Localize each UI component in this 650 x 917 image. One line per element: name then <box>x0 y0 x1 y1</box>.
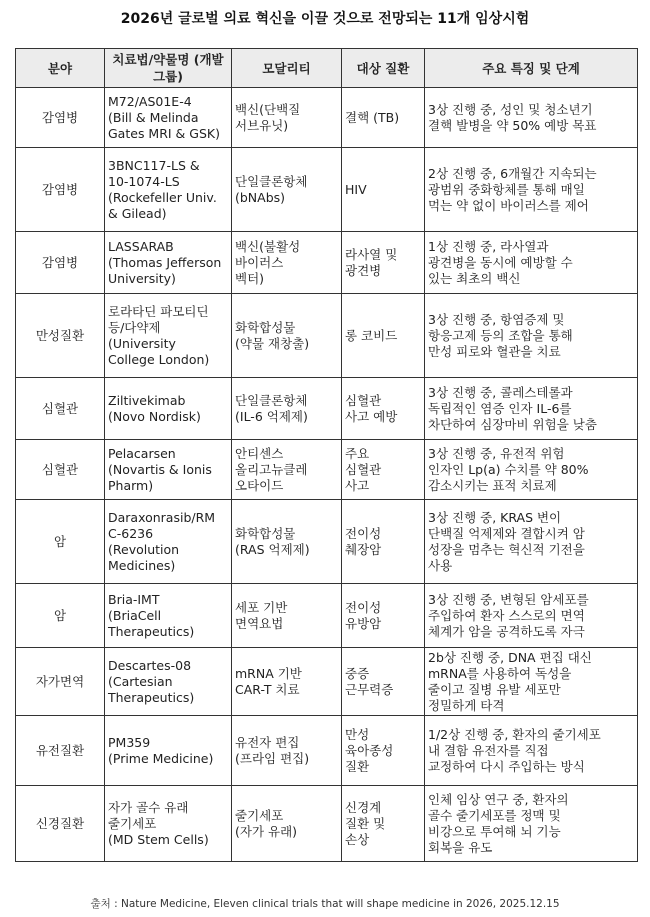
row-features: 1/2상 진행 중, 환자의 줄기세포 내 결함 유전자를 직접 교정하여 다시 주입하는 방식 <box>425 716 638 786</box>
row-field: 심혈관 <box>16 378 105 440</box>
row-drug: Daraxonrasib/RM C-6236 (Revolution Medicines) <box>105 500 232 584</box>
header-field: 분야 <box>16 49 105 88</box>
row-modality: 백신(단백질 서브유닛) <box>232 88 342 148</box>
row-disease: 결핵 (TB) <box>342 88 425 148</box>
row-features: 3상 진행 중, 항염증제 및 항응고제 등의 조합을 통해 만성 피로와 혈관을 치료 <box>425 294 638 378</box>
row-modality: 단일클론항체 (bNAbs) <box>232 148 342 232</box>
table-row <box>16 294 638 378</box>
page-title: 2026년 글로벌 의료 혁신을 이끌 것으로 전망되는 11개 임상시험 <box>120 11 530 27</box>
row-disease: 신경계 질환 및 손상 <box>342 786 425 862</box>
row-features: 2상 진행 중, 6개월간 지속되는 광범위 중화항체를 통해 매일 먹는 약 없이 바이러스를 제어 <box>425 148 638 232</box>
row-features: 3상 진행 중, 콜레스테롤과 독립적인 염증 인자 IL-6를 차단하여 심장마비 위험을 낮춤 <box>425 378 638 440</box>
row-field: 심혈관 <box>16 440 105 500</box>
table-row <box>16 500 638 584</box>
row-disease: HIV <box>342 148 425 232</box>
table-row <box>16 648 638 716</box>
row-modality: 화학합성물 (약물 재창출) <box>232 294 342 378</box>
row-field: 신경질환 <box>16 786 105 862</box>
header-row <box>16 49 638 88</box>
row-field: 만성질환 <box>16 294 105 378</box>
row-features: 3상 진행 중, 유전적 위험 인자인 Lp(a) 수치를 약 80% 감소시키는 표적 치료제 <box>425 440 638 500</box>
row-field: 감염병 <box>16 148 105 232</box>
table-row <box>16 88 638 148</box>
row-field: 암 <box>16 584 105 648</box>
row-disease: 만성 육아종성 질환 <box>342 716 425 786</box>
row-features: 3상 진행 중, 변형된 암세포를 주입하여 환자 스스로의 면역 체계가 암을 공격하도록 자극 <box>425 584 638 648</box>
row-drug: M72/AS01E-4 (Bill & Melinda Gates MRI & GSK) <box>105 88 232 148</box>
row-drug: Pelacarsen (Novartis & Ionis Pharm) <box>105 440 232 500</box>
row-features: 인체 임상 연구 중, 환자의 골수 줄기세포를 정맥 및 비강으로 투여해 뇌 기능 회복을 유도 <box>425 786 638 862</box>
row-drug: 3BNC117-LS & 10-1074-LS (Rockefeller Univ. & Gilead) <box>105 148 232 232</box>
row-disease: 라사열 및 광견병 <box>342 232 425 294</box>
source-citation: 출처 : Nature Medicine, Eleven clinical trials that will shape medicine in 2026, 2025.12.15 <box>90 898 560 910</box>
row-drug: LASSARAB (Thomas Jefferson University) <box>105 232 232 294</box>
row-field: 감염병 <box>16 232 105 294</box>
table-row <box>16 584 638 648</box>
row-disease: 롱 코비드 <box>342 294 425 378</box>
table-row <box>16 232 638 294</box>
row-drug: 자가 골수 유래 줄기세포 (MD Stem Cells) <box>105 786 232 862</box>
row-disease: 주요 심혈관 사고 <box>342 440 425 500</box>
row-drug: Bria-IMT (BriaCell Therapeutics) <box>105 584 232 648</box>
row-modality: 단일클론항체 (IL-6 억제제) <box>232 378 342 440</box>
header-drug: 치료법/약물명 (개발그룹) <box>105 49 232 88</box>
header-disease: 대상 질환 <box>342 49 425 88</box>
row-field: 암 <box>16 500 105 584</box>
table-body <box>16 88 638 862</box>
clinical-trials-table <box>15 48 638 862</box>
row-disease: 심혈관 사고 예방 <box>342 378 425 440</box>
header-features: 주요 특징 및 단계 <box>425 49 638 88</box>
header-modality: 모달리티 <box>232 49 342 88</box>
row-field: 자가면역 <box>16 648 105 716</box>
table-row <box>16 148 638 232</box>
row-disease: 전이성 유방암 <box>342 584 425 648</box>
row-modality: 줄기세포 (자가 유래) <box>232 786 342 862</box>
row-features: 3상 진행 중, KRAS 변이 단백질 억제제와 결합시켜 암 성장을 멈추는 혁신적 기전을 사용 <box>425 500 638 584</box>
row-drug: Ziltivekimab (Novo Nordisk) <box>105 378 232 440</box>
row-modality: 백신(불활성 바이러스 벡터) <box>232 232 342 294</box>
row-modality: 안티센스 올리고뉴클레 오타이드 <box>232 440 342 500</box>
table-row <box>16 716 638 786</box>
row-modality: 세포 기반 면역요법 <box>232 584 342 648</box>
table-header <box>16 49 638 88</box>
row-modality: mRNA 기반 CAR-T 치료 <box>232 648 342 716</box>
row-drug: 로라타딘 파모티딘 등/다약제 (University College London) <box>105 294 232 378</box>
table-row <box>16 378 638 440</box>
row-modality: 화학합성물 (RAS 억제제) <box>232 500 342 584</box>
row-features: 3상 진행 중, 성인 및 청소년기 결핵 발병을 약 50% 예방 목표 <box>425 88 638 148</box>
row-features: 2b상 진행 중, DNA 편집 대신 mRNA를 사용하여 독성을 줄이고 질병 유발 세포만 정밀하게 타격 <box>425 648 638 716</box>
row-features: 1상 진행 중, 라사열과 광견병을 동시에 예방할 수 있는 최초의 백신 <box>425 232 638 294</box>
row-drug: PM359 (Prime Medicine) <box>105 716 232 786</box>
row-field: 감염병 <box>16 88 105 148</box>
row-drug: Descartes-08 (Cartesian Therapeutics) <box>105 648 232 716</box>
table-row <box>16 440 638 500</box>
table-row <box>16 786 638 862</box>
row-modality: 유전자 편집 (프라임 편집) <box>232 716 342 786</box>
row-disease: 중증 근무력증 <box>342 648 425 716</box>
row-field: 유전질환 <box>16 716 105 786</box>
row-disease: 전이성 췌장암 <box>342 500 425 584</box>
